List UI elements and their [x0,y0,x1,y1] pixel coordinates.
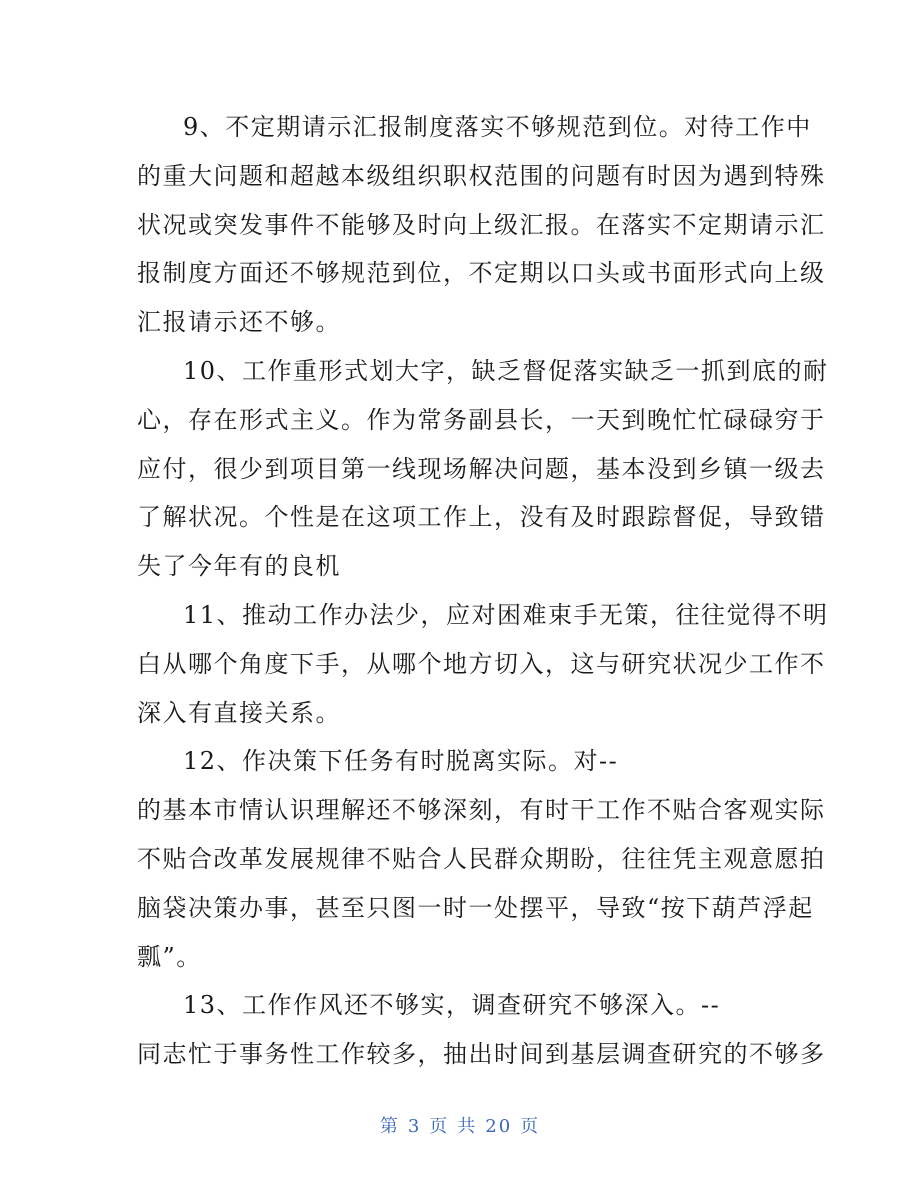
paragraph-13-line-2: 同志忙于事务性工作较多，抽出时间到基层调查研究的不够多 [137,1040,826,1069]
paragraph-10-line-2: 心，存在形式主义。作为常务副县长，一天到晚忙忙碌碌穷于 [137,405,826,434]
paragraph-12-line-4: 脑袋决策办事，甚至只图一时一处摆平，导致“按下葫芦浮起 [137,893,814,922]
footer-page-word: 页 [429,1116,450,1137]
paragraph-13-line-1: 13、工作作风还不够实，调查研究不够深入。-- [183,991,721,1020]
paragraph-9-line-2: 的重大问题和超越本级组织职权范围的问题有时因为遇到特殊 [137,161,826,190]
paragraph-12-line-1: 12、作决策下任务有时脱离实际。对-- [183,747,619,776]
paragraph-12-line-3: 不贴合改革发展规律不贴合人民群众期盼，往往凭主观意愿拍 [137,844,826,873]
paragraph-9-line-3: 状况或突发事件不能够及时向上级汇报。在落实不定期请示汇 [137,210,826,239]
paragraph-10-line-5: 失了今年有的良机 [137,552,341,581]
document-body [137,103,829,1079]
paragraph-9-line-5: 汇报请示还不够。 [137,308,341,337]
footer-total-pages: 20 [485,1116,513,1137]
paragraph-11-line-2: 白从哪个角度下手，从哪个地方切入，这与研究状况少工作不 [137,649,826,678]
footer-current-page: 3 [407,1116,422,1137]
paragraph-11-line-1: 11、推动工作办法少，应对困难束手无策，往往觉得不明 [183,600,829,629]
paragraph-9-line-4: 报制度方面还不够规范到位，不定期以口头或书面形式向上级 [137,259,826,288]
paragraph-11-line-3: 深入有直接关系。 [137,698,341,727]
footer-suffix: 页 [520,1116,541,1137]
paragraph-12-line-2: 的基本市情认识理解还不够深刻，有时干工作不贴合客观实际 [137,796,826,825]
page-footer [0,1112,920,1138]
footer-total-word: 共 [457,1116,478,1137]
paragraph-12-line-5: 瓢”。 [137,942,202,971]
footer-prefix: 第 [379,1116,400,1137]
paragraph-10-line-4: 了解状况。个性是在这项工作上，没有及时跟踪督促，导致错 [137,503,826,532]
paragraph-10-line-3: 应付，很少到项目第一线现场解决问题，基本没到乡镇一级去 [137,454,826,483]
paragraph-10-line-1: 10、工作重形式划大字，缺乏督促落实缺乏一抓到底的耐 [183,356,829,385]
paragraph-9-line-1: 9、不定期请示汇报制度落实不够规范到位。对待工作中 [183,113,812,141]
